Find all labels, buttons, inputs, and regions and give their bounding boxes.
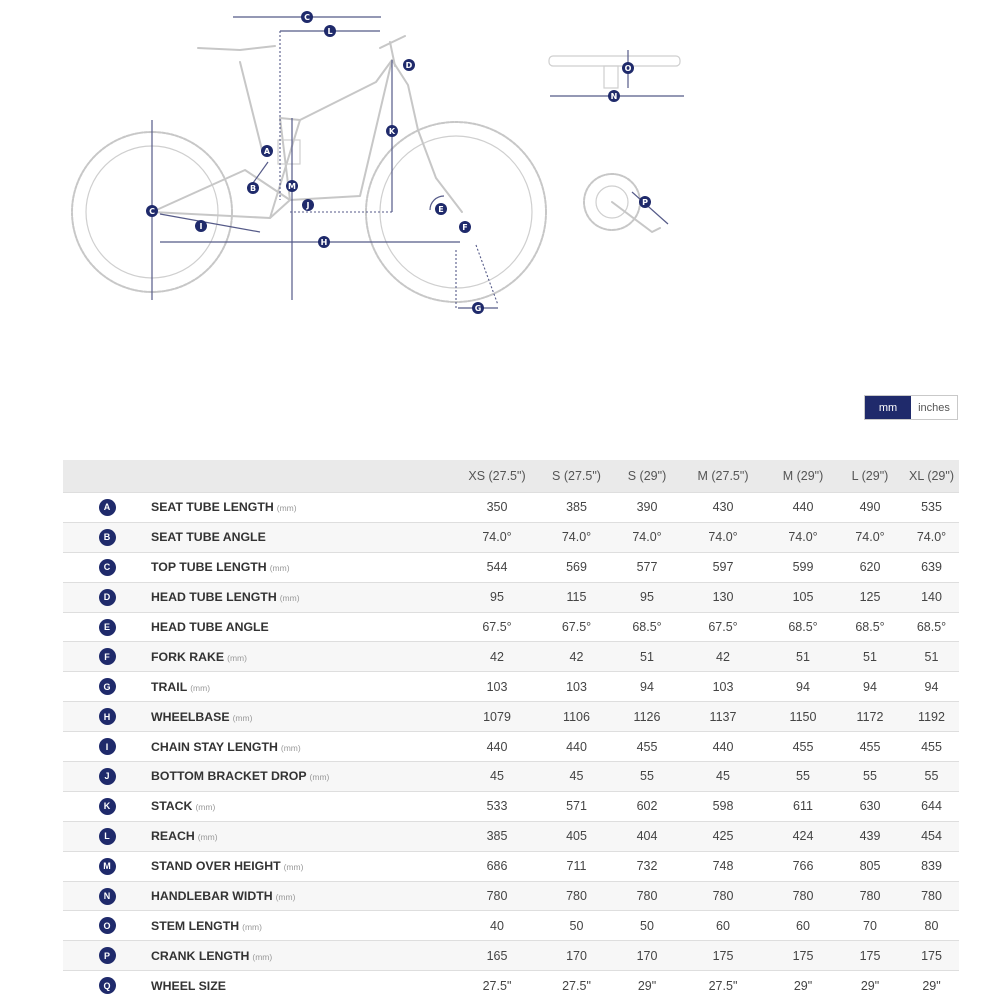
table-cell: 74.0° — [904, 522, 959, 552]
table-cell: 611 — [770, 791, 836, 821]
table-cell: 440 — [770, 493, 836, 523]
row-label: HEAD TUBE LENGTH — [151, 590, 277, 605]
table-cell: 140 — [904, 582, 959, 612]
table-cell: 51 — [904, 642, 959, 672]
table-cell: 1137 — [676, 702, 770, 732]
row-label: TRAIL — [151, 679, 188, 694]
row-unit: (mm) — [283, 862, 304, 873]
table-row — [63, 911, 959, 941]
table-cell: 94 — [618, 672, 676, 702]
table-cell: 766 — [770, 851, 836, 881]
row-code-badge: B — [99, 529, 116, 546]
table-cell: 630 — [836, 791, 904, 821]
table-cell: 425 — [676, 821, 770, 851]
crankset-diagram — [584, 174, 668, 232]
table-cell: 70 — [836, 911, 904, 941]
row-unit: (mm) — [309, 772, 330, 783]
table-cell: 27.5" — [459, 971, 535, 1000]
table-cell: 440 — [459, 732, 535, 762]
row-label: STACK — [151, 799, 193, 814]
table-cell: 390 — [618, 493, 676, 523]
table-cell: 67.5° — [535, 612, 618, 642]
table-cell: 95 — [459, 582, 535, 612]
table-cell: 42 — [459, 642, 535, 672]
table-cell: 50 — [618, 911, 676, 941]
row-label-cell — [151, 821, 459, 851]
marker-c — [146, 205, 158, 217]
row-unit: (mm) — [252, 951, 273, 962]
column-header: L (29") — [836, 460, 904, 493]
row-code-badge: C — [99, 559, 116, 576]
table-row — [63, 851, 959, 881]
table-cell: 67.5° — [676, 612, 770, 642]
table-cell: 55 — [770, 762, 836, 792]
row-code-badge: F — [99, 648, 116, 665]
row-unit: (mm) — [279, 593, 300, 604]
table-cell: 45 — [535, 762, 618, 792]
unit-inches-button[interactable]: inches — [911, 396, 957, 419]
table-cell: 535 — [904, 493, 959, 523]
table-cell: 455 — [770, 732, 836, 762]
table-cell: 29" — [836, 971, 904, 1000]
table-cell: 780 — [676, 881, 770, 911]
table-cell: 430 — [676, 493, 770, 523]
row-label: STAND OVER HEIGHT — [151, 859, 281, 874]
svg-text:E: E — [438, 205, 444, 214]
table-cell: 732 — [618, 851, 676, 881]
column-header: S (29") — [618, 460, 676, 493]
table-row — [63, 762, 959, 792]
marker-j — [302, 199, 314, 211]
marker-c-top — [301, 11, 313, 23]
row-code-badge: D — [99, 589, 116, 606]
table-cell: 94 — [836, 672, 904, 702]
table-cell: 686 — [459, 851, 535, 881]
row-unit: (mm) — [232, 712, 253, 723]
table-cell: 602 — [618, 791, 676, 821]
table-cell: 68.5° — [904, 612, 959, 642]
marker-h — [318, 236, 330, 248]
table-cell: 29" — [770, 971, 836, 1000]
row-label: HANDLEBAR WIDTH — [151, 889, 273, 904]
marker-k — [386, 125, 398, 137]
table-cell: 60 — [770, 911, 836, 941]
table-cell: 74.0° — [535, 522, 618, 552]
table-cell: 454 — [904, 821, 959, 851]
svg-text:C: C — [149, 207, 155, 216]
table-cell: 533 — [459, 791, 535, 821]
table-cell: 780 — [459, 881, 535, 911]
svg-text:O: O — [624, 64, 632, 73]
row-unit: (mm) — [195, 802, 216, 813]
table-row — [63, 642, 959, 672]
table-cell: 40 — [459, 911, 535, 941]
table-cell: 55 — [836, 762, 904, 792]
table-cell: 620 — [836, 552, 904, 582]
table-cell: 1079 — [459, 702, 535, 732]
table-cell: 598 — [676, 791, 770, 821]
table-row — [63, 821, 959, 851]
table-cell: 711 — [535, 851, 618, 881]
row-label-cell — [151, 762, 459, 792]
row-label: SEAT TUBE ANGLE — [151, 530, 266, 545]
row-label-cell — [151, 612, 459, 642]
table-row — [63, 612, 959, 642]
row-label: STEM LENGTH — [151, 918, 240, 933]
table-cell: 1192 — [904, 702, 959, 732]
table-cell: 95 — [618, 582, 676, 612]
table-cell: 839 — [904, 851, 959, 881]
table-cell: 170 — [535, 941, 618, 971]
table-row — [63, 702, 959, 732]
table-cell: 74.0° — [836, 522, 904, 552]
table-cell: 404 — [618, 821, 676, 851]
table-cell: 130 — [676, 582, 770, 612]
table-cell: 103 — [535, 672, 618, 702]
row-label-cell — [151, 642, 459, 672]
table-row — [63, 522, 959, 552]
marker-o — [622, 62, 634, 74]
table-cell: 780 — [904, 881, 959, 911]
row-unit: (mm) — [242, 921, 262, 932]
row-label-cell — [151, 791, 459, 821]
table-row — [63, 941, 959, 971]
table-cell: 440 — [535, 732, 618, 762]
table-cell: 175 — [904, 941, 959, 971]
table-cell: 175 — [770, 941, 836, 971]
svg-text:G: G — [474, 304, 482, 313]
column-header: M (29") — [770, 460, 836, 493]
row-label-cell — [151, 672, 459, 702]
table-cell: 597 — [676, 552, 770, 582]
table-row — [63, 582, 959, 612]
column-header: S (27.5") — [535, 460, 618, 493]
svg-text:A: A — [263, 147, 271, 156]
row-label: FORK RAKE — [151, 649, 225, 664]
table-cell: 50 — [535, 911, 618, 941]
row-code-badge: H — [99, 708, 116, 725]
table-row — [63, 971, 959, 1000]
row-code-badge: P — [99, 947, 116, 964]
row-label: TOP TUBE LENGTH — [151, 560, 267, 575]
table-row — [63, 672, 959, 702]
table-cell: 439 — [836, 821, 904, 851]
row-label-cell — [151, 881, 459, 911]
marker-n — [608, 90, 620, 102]
table-cell: 748 — [676, 851, 770, 881]
row-unit: (mm) — [269, 563, 290, 574]
table-cell: 45 — [676, 762, 770, 792]
table-cell: 27.5" — [676, 971, 770, 1000]
table-cell: 455 — [836, 732, 904, 762]
table-cell: 94 — [904, 672, 959, 702]
svg-text:L: L — [327, 27, 333, 36]
table-cell: 42 — [676, 642, 770, 672]
table-cell: 405 — [535, 821, 618, 851]
marker-e — [435, 203, 447, 215]
table-cell: 170 — [618, 941, 676, 971]
table-cell: 385 — [535, 493, 618, 523]
table-cell: 175 — [676, 941, 770, 971]
row-label-cell — [151, 851, 459, 881]
table-cell: 780 — [535, 881, 618, 911]
row-label: BOTTOM BRACKET DROP — [151, 769, 307, 784]
table-cell: 74.0° — [676, 522, 770, 552]
row-unit: (mm) — [276, 503, 297, 514]
svg-text:M: M — [288, 182, 296, 191]
table-cell: 1126 — [618, 702, 676, 732]
table-cell: 68.5° — [770, 612, 836, 642]
table-cell: 29" — [904, 971, 959, 1000]
table-cell: 94 — [770, 672, 836, 702]
table-cell: 780 — [836, 881, 904, 911]
unit-toggle[interactable] — [864, 395, 958, 420]
marker-l — [324, 25, 336, 37]
svg-text:I: I — [199, 222, 203, 231]
table-cell: 51 — [836, 642, 904, 672]
table-cell: 45 — [459, 762, 535, 792]
table-cell: 599 — [770, 552, 836, 582]
table-cell: 569 — [535, 552, 618, 582]
row-label: WHEEL SIZE — [151, 978, 226, 993]
table-cell: 115 — [535, 582, 618, 612]
svg-text:C: C — [304, 13, 310, 22]
table-cell: 780 — [618, 881, 676, 911]
marker-a — [261, 145, 273, 157]
marker-p — [639, 196, 651, 208]
row-code-badge: O — [99, 917, 116, 934]
table-cell: 805 — [836, 851, 904, 881]
marker-f — [459, 221, 471, 233]
svg-text:F: F — [462, 223, 468, 232]
table-cell: 55 — [904, 762, 959, 792]
column-header: XS (27.5") — [459, 460, 535, 493]
marker-m — [286, 180, 298, 192]
bike-frame — [152, 36, 462, 218]
table-cell: 55 — [618, 762, 676, 792]
unit-mm-button[interactable]: mm — [865, 396, 911, 419]
row-code-badge: J — [99, 768, 116, 785]
table-cell: 68.5° — [836, 612, 904, 642]
row-unit: (mm) — [275, 892, 296, 903]
svg-text:H: H — [320, 238, 328, 247]
table-cell: 1106 — [535, 702, 618, 732]
table-cell: 74.0° — [770, 522, 836, 552]
marker-b — [247, 182, 259, 194]
row-label: CHAIN STAY LENGTH — [151, 739, 278, 754]
row-label: CRANK LENGTH — [151, 948, 250, 963]
table-cell: 175 — [836, 941, 904, 971]
row-code-badge: M — [99, 858, 116, 875]
table-cell: 639 — [904, 552, 959, 582]
column-header: M (27.5") — [676, 460, 770, 493]
table-cell: 571 — [535, 791, 618, 821]
svg-text:J: J — [306, 201, 310, 210]
dimension-lines — [152, 17, 498, 310]
row-label: SEAT TUBE LENGTH — [151, 500, 274, 515]
row-code-badge: I — [99, 738, 116, 755]
row-unit: (mm) — [227, 652, 247, 663]
table-row — [63, 732, 959, 762]
table-header-row — [63, 460, 959, 493]
row-code-badge: L — [99, 828, 116, 845]
table-row — [63, 493, 959, 523]
row-unit: (mm) — [190, 682, 211, 693]
table-cell: 80 — [904, 911, 959, 941]
row-label-cell — [151, 732, 459, 762]
svg-text:B: B — [249, 184, 257, 193]
table-cell: 125 — [836, 582, 904, 612]
row-label-cell — [151, 941, 459, 971]
table-cell: 51 — [618, 642, 676, 672]
row-code-badge: A — [99, 499, 116, 516]
table-cell: 544 — [459, 552, 535, 582]
marker-i — [195, 220, 207, 232]
row-label-cell — [151, 911, 459, 941]
table-cell: 42 — [535, 642, 618, 672]
table-cell: 455 — [904, 732, 959, 762]
table-cell: 644 — [904, 791, 959, 821]
row-label-cell — [151, 582, 459, 612]
table-cell: 385 — [459, 821, 535, 851]
table-cell: 103 — [676, 672, 770, 702]
table-cell: 424 — [770, 821, 836, 851]
row-code-badge: N — [99, 888, 116, 905]
table-cell: 1172 — [836, 702, 904, 732]
table-cell: 1150 — [770, 702, 836, 732]
row-label-cell — [151, 522, 459, 552]
table-cell: 455 — [618, 732, 676, 762]
geometry-diagram — [0, 0, 1000, 330]
table-cell: 74.0° — [459, 522, 535, 552]
table-cell: 780 — [770, 881, 836, 911]
row-label: HEAD TUBE ANGLE — [151, 620, 269, 634]
table-cell: 68.5° — [618, 612, 676, 642]
geometry-table — [63, 460, 959, 1000]
row-label-cell — [151, 702, 459, 732]
row-label: WHEELBASE — [151, 709, 230, 724]
table-row — [63, 881, 959, 911]
row-label-cell — [151, 971, 459, 1000]
table-cell: 350 — [459, 493, 535, 523]
row-code-badge: G — [99, 678, 116, 695]
row-label-cell — [151, 552, 459, 582]
table-cell: 27.5" — [535, 971, 618, 1000]
row-label: REACH — [151, 829, 195, 844]
table-row — [63, 552, 959, 582]
svg-text:D: D — [405, 61, 413, 70]
marker-d — [403, 59, 415, 71]
table-cell: 51 — [770, 642, 836, 672]
column-header: XL (29") — [904, 460, 959, 493]
row-code-badge: Q — [99, 977, 116, 994]
table-cell: 490 — [836, 493, 904, 523]
table-cell: 105 — [770, 582, 836, 612]
row-unit: (mm) — [197, 832, 218, 843]
svg-text:N: N — [610, 92, 618, 101]
table-cell: 165 — [459, 941, 535, 971]
table-cell: 60 — [676, 911, 770, 941]
svg-text:P: P — [642, 198, 648, 207]
table-cell: 577 — [618, 552, 676, 582]
table-row — [63, 791, 959, 821]
table-cell: 29" — [618, 971, 676, 1000]
row-label-cell — [151, 493, 459, 523]
table-cell: 67.5° — [459, 612, 535, 642]
row-code-badge: E — [99, 619, 116, 636]
svg-text:K: K — [388, 127, 396, 136]
row-unit: (mm) — [280, 742, 301, 753]
marker-g — [472, 302, 484, 314]
table-cell: 440 — [676, 732, 770, 762]
row-code-badge: K — [99, 798, 116, 815]
handlebar-diagram — [549, 50, 684, 96]
table-cell: 74.0° — [618, 522, 676, 552]
table-cell: 103 — [459, 672, 535, 702]
